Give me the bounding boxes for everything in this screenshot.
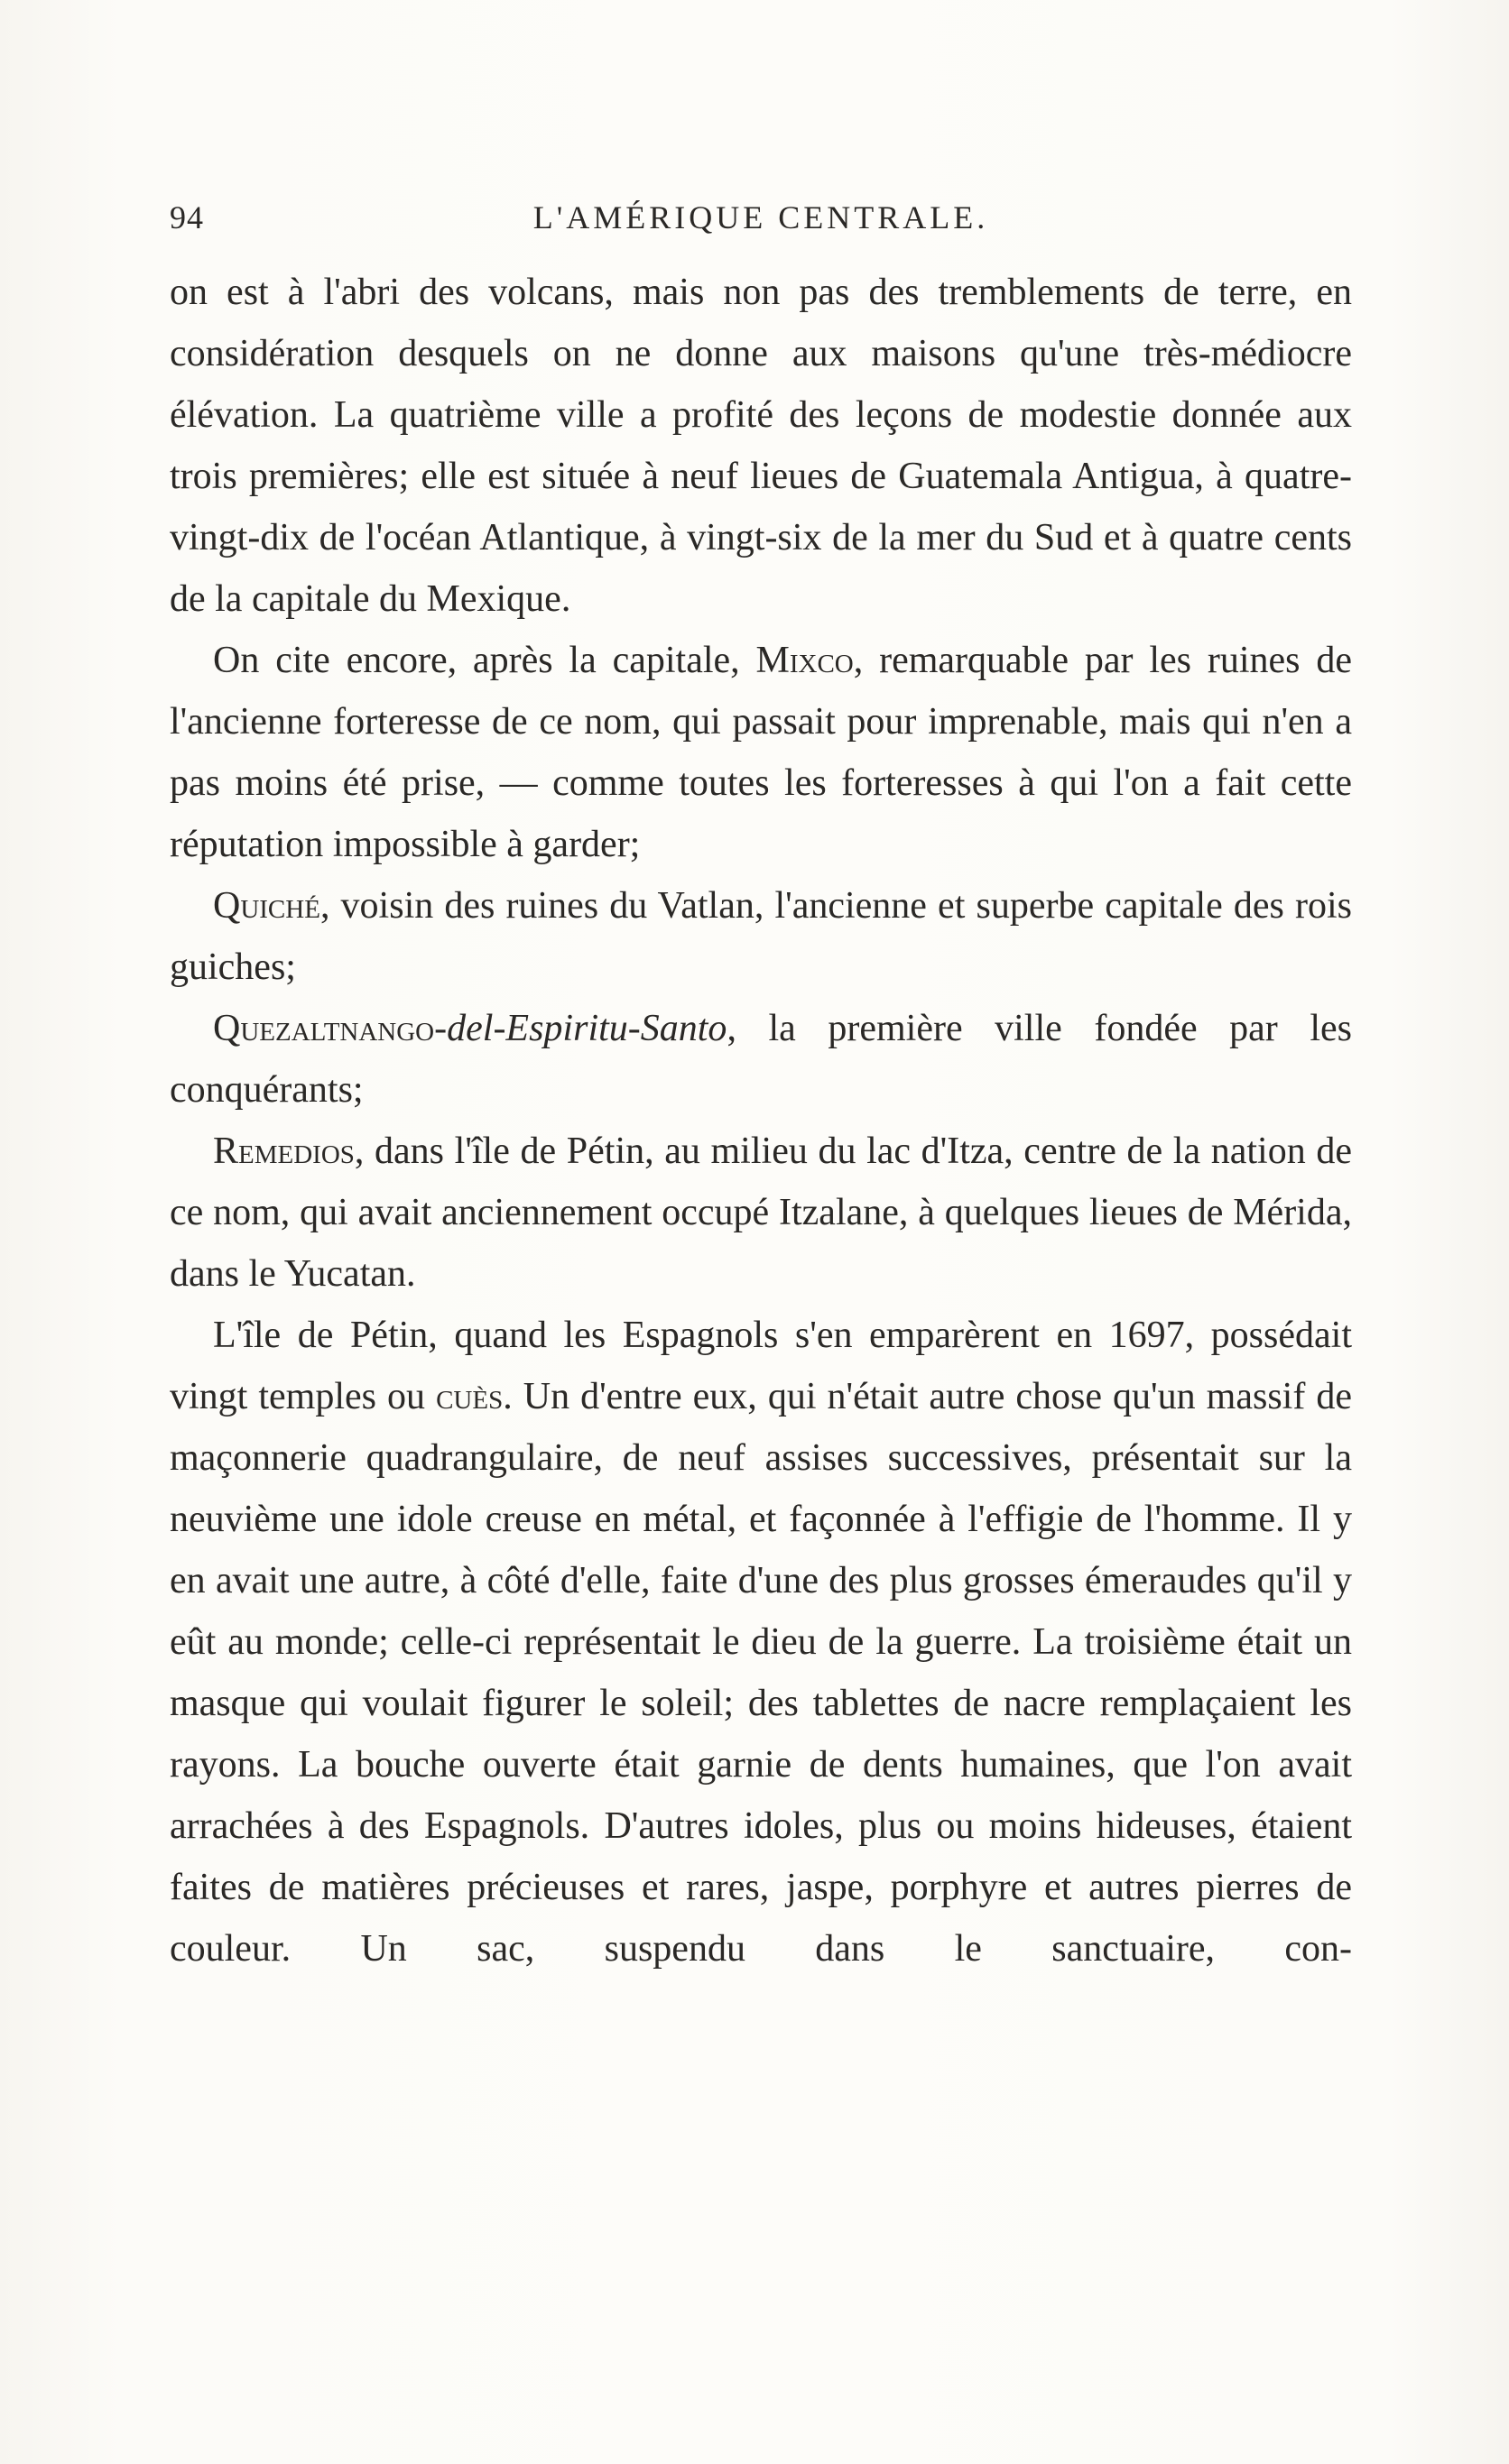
place-name: Remedios [213,1130,355,1172]
place-name: Quiché [213,885,320,927]
paragraph-text: , dans l'île de Pétin, au milieu du lac d'Itza, centre de la nation de ce nom, qui avait anciennement occupé Itzalane, à quelques lieues de Mérida, dans le Yucatan. [170,1130,1352,1295]
paragraph-text: , la première ville fondée par les conquérants; [170,1008,1352,1111]
page-number: 94 [170,199,204,235]
paragraph-quiche [170,875,1352,998]
place-name: Quezaltnango [213,1008,435,1049]
paragraph-text: , remarquable par les ruines de l'ancienne forteresse de ce nom, qui passait pour imprenable, mais qui n'en a pas moins été prise, — comme toutes les forteresses à qui l'on a fait cette réputation impossible à garder; [170,640,1352,865]
running-header [170,198,1352,253]
paragraph-remedios [170,1121,1352,1305]
running-title: L'AMÉRIQUE CENTRALE. [532,199,989,235]
place-name-italic: -del-Espiritu-Santo [434,1008,727,1049]
paragraph-text: on est à l'abri des volcans, mais non pas des tremblements de terre, en considération desquels on ne donne aux maisons qu'une très-médiocre élévation. La quatrième ville a profité des leçons de modestie donnée aux trois premières; elle est située à neuf lieues de Guatemala Antigua, à quatre-vingt-dix de l'océan Atlantique, à vingt-six de la mer du Sud et à quatre cents de la capitale du Mexique. [170,272,1352,620]
place-name: Mixco [755,640,854,681]
paragraph-text: , voisin des ruines du Vatlan, l'ancienne et superbe capitale des rois guiches; [170,885,1352,988]
paragraph-text: L'île de Pétin, quand les Espagnols s'en emparèrent en 1697, possédait vingt temples ou [170,1315,1352,1417]
paragraph-text: . Un d'entre eux, qui n'était autre chose qu'un massif de maçonnerie quadrangulaire, de neuf assises successives, présentait sur la neuvième une idole creuse en métal, et façonnée à l'effigie de l'homme. Il y en avait une autre, à côté d'elle, faite d'une des plus grosses émeraudes qu'il y eût au monde; celle-ci représentait le dieu de la guerre. La troisième était un masque qui voulait figurer le soleil; des tablettes de nacre remplaçaient les rayons. La bouche ouverte était garnie de dents humaines, que l'on avait arrachées à des Espagnols. D'autres idoles, plus ou moins hideuses, étaient faites de matières précieuses et rares, jaspe, porphyre et autres pierres de couleur. Un sac, suspendu dans le sanctuaire, con- [170,1376,1352,1970]
paragraph-volcanoes [170,262,1352,630]
paragraph-quezaltnango [170,998,1352,1121]
paragraph-text: On cite encore, après la capitale, [213,640,756,681]
paragraph-mixco [170,630,1352,875]
paragraph-petin [170,1305,1352,1980]
term: cuès [436,1376,504,1417]
body-text [170,262,1352,1980]
